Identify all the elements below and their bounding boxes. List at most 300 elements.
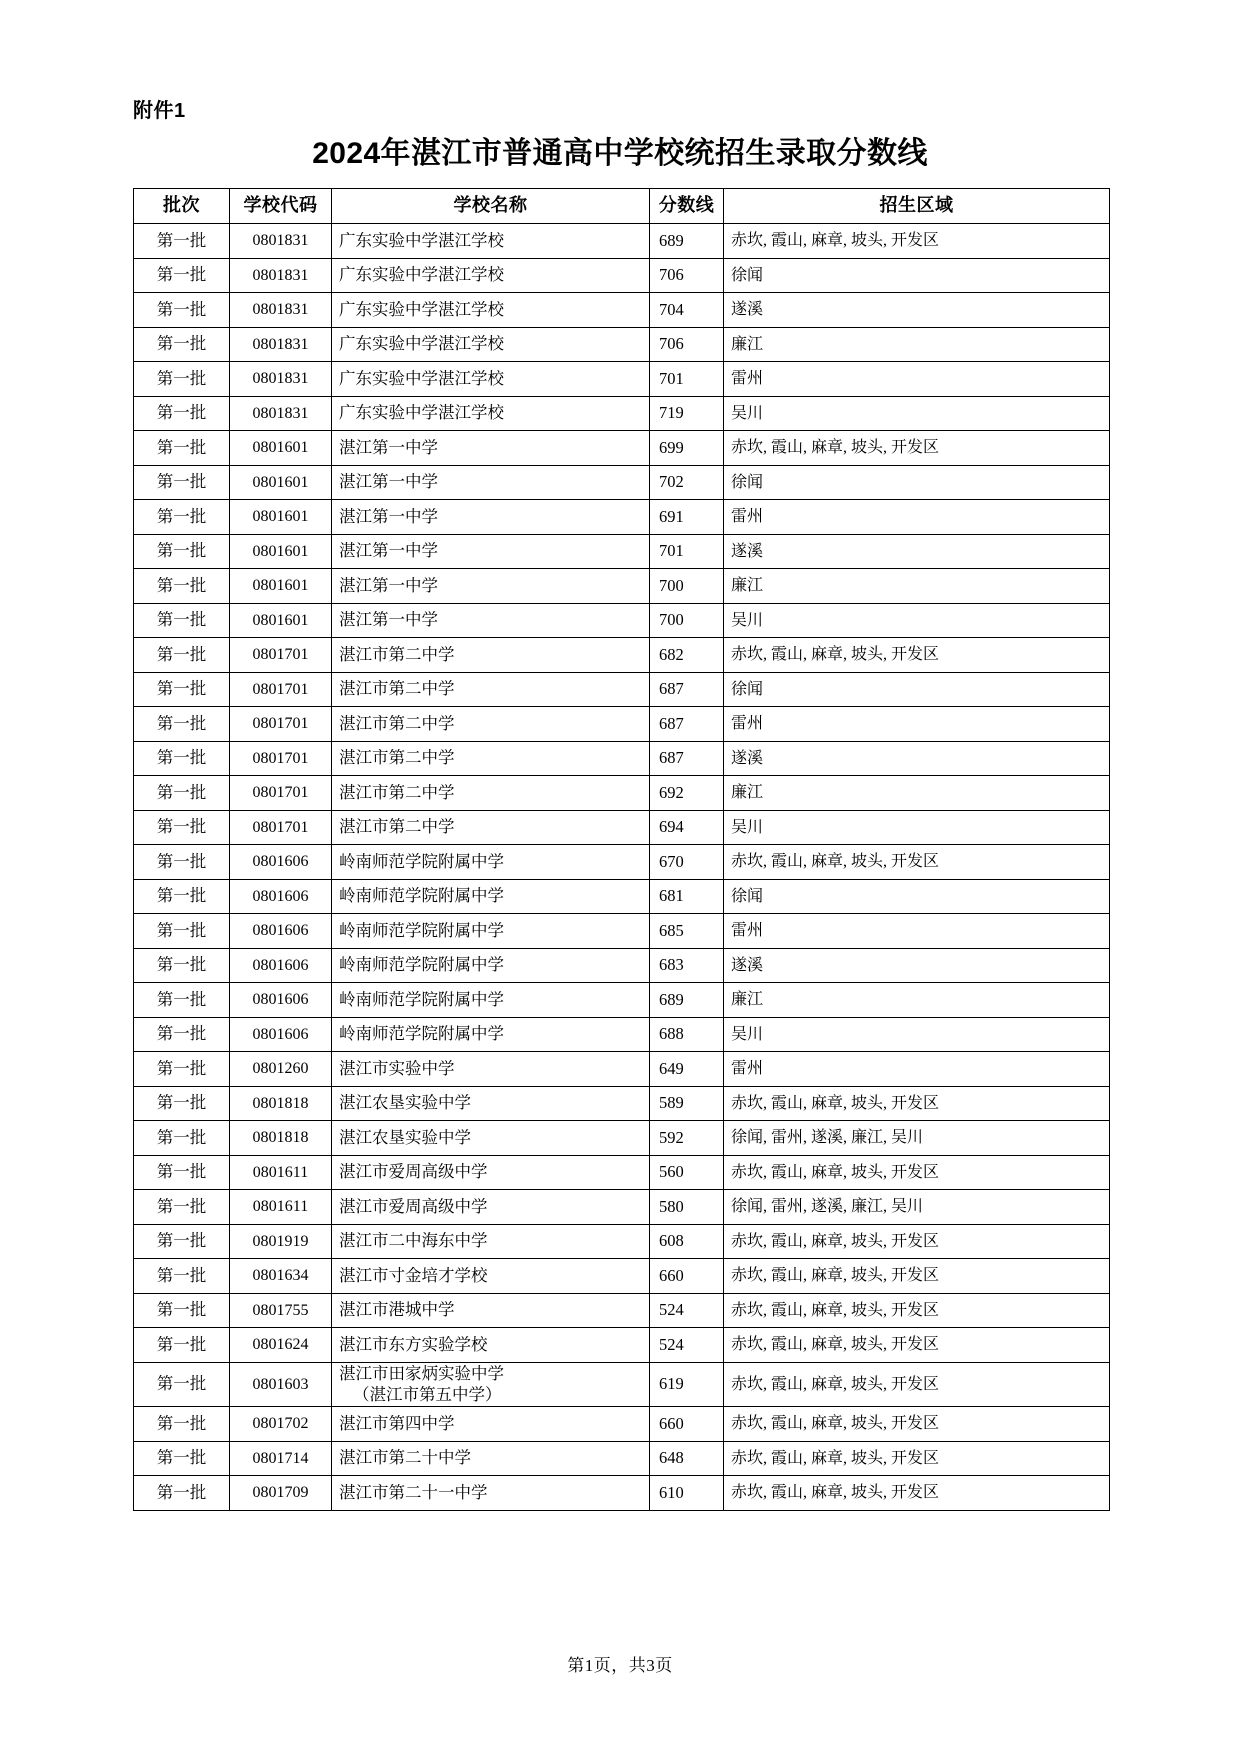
cell-school-name-text: 湛江市第二中学 <box>339 644 455 664</box>
cell-school-code-text: 0801755 <box>252 1301 309 1319</box>
cell-score <box>650 569 724 604</box>
cell-score <box>650 327 724 362</box>
cell-school-code-text: 0801818 <box>252 1129 309 1147</box>
cell-school-name-text: 湛江农垦实验中学 <box>339 1093 471 1113</box>
cell-region-text: 赤坎, 霞山, 麻章, 坡头, 开发区 <box>731 1301 940 1319</box>
cell-batch <box>134 1476 230 1511</box>
cell-region-text: 赤坎, 霞山, 麻章, 坡头, 开发区 <box>731 1267 940 1285</box>
cell-school-code-text: 0801831 <box>252 335 309 353</box>
cell-batch-text: 第一批 <box>156 575 207 595</box>
cell-school-code-text: 0801831 <box>252 266 309 284</box>
table-row <box>134 1121 1110 1156</box>
cell-batch-text: 第一批 <box>156 1196 207 1216</box>
cell-score-text: 649 <box>659 1058 684 1078</box>
cell-school-name-text: 湛江市爱周高级中学 <box>339 1162 488 1182</box>
cell-region <box>724 224 1110 259</box>
cell-batch-text: 第一批 <box>156 368 207 388</box>
cell-region <box>724 1155 1110 1190</box>
cell-school-code <box>230 1155 332 1190</box>
cell-region <box>724 810 1110 845</box>
cell-school-name <box>332 534 650 569</box>
cell-school-name-text: 岭南师范学院附属中学 <box>339 920 504 940</box>
cell-school-code-text: 0801831 <box>252 404 309 422</box>
cell-school-name-text: 广东实验中学湛江学校 <box>339 299 504 319</box>
cell-score <box>650 293 724 328</box>
cell-school-code <box>230 741 332 776</box>
cell-score-text: 682 <box>659 644 684 664</box>
cell-region <box>724 1441 1110 1476</box>
cell-score <box>650 1224 724 1259</box>
table-row <box>134 465 1110 500</box>
cell-batch-text: 第一批 <box>156 230 207 250</box>
cell-school-name <box>332 396 650 431</box>
cell-region <box>724 1407 1110 1442</box>
cell-score <box>650 810 724 845</box>
cell-school-code-text: 0801606 <box>252 956 309 974</box>
cell-school-name-text: 岭南师范学院附属中学 <box>339 955 504 975</box>
cell-score <box>650 362 724 397</box>
cell-score <box>650 1362 724 1407</box>
cell-region-text: 廉江 <box>731 577 764 595</box>
page-title: 2024年湛江市普通高中学校统招生录取分数线 <box>312 137 928 170</box>
cell-batch <box>134 569 230 604</box>
cell-score-text: 660 <box>659 1413 684 1433</box>
cell-region <box>724 948 1110 983</box>
table-row <box>134 1441 1110 1476</box>
cell-batch <box>134 1362 230 1407</box>
cell-score <box>650 465 724 500</box>
cell-school-code-text: 0801611 <box>252 1198 309 1216</box>
cell-batch <box>134 1052 230 1087</box>
cell-school-name-text: 湛江市第二中学 <box>339 748 455 768</box>
cell-score <box>650 1407 724 1442</box>
cell-batch <box>134 396 230 431</box>
table-row <box>134 707 1110 742</box>
cell-school-code <box>230 603 332 638</box>
cell-school-name <box>332 845 650 880</box>
cell-school-name-text: 湛江市寸金培才学校 <box>339 1265 488 1285</box>
cell-score-text: 524 <box>659 1334 684 1354</box>
cell-school-code-text: 0801601 <box>252 508 309 526</box>
table-row <box>134 1259 1110 1294</box>
cell-score-text: 687 <box>659 748 684 768</box>
cell-region <box>724 638 1110 673</box>
cell-school-code-text: 0801606 <box>252 887 309 905</box>
cell-school-code-text: 0801606 <box>252 1025 309 1043</box>
cell-school-code-text: 0801831 <box>252 301 309 319</box>
cell-batch <box>134 741 230 776</box>
cell-batch <box>134 638 230 673</box>
cell-batch <box>134 500 230 535</box>
cell-batch <box>134 1259 230 1294</box>
cell-score <box>650 603 724 638</box>
cell-school-name-text: 湛江第一中学 <box>339 575 438 595</box>
cell-batch-text: 第一批 <box>156 989 207 1009</box>
cell-batch <box>134 224 230 259</box>
cell-region-text: 雷州 <box>731 370 764 388</box>
cell-batch-text: 第一批 <box>156 851 207 871</box>
score-table-container <box>133 188 1109 1511</box>
cell-region <box>724 500 1110 535</box>
cell-region <box>724 327 1110 362</box>
cell-score <box>650 1441 724 1476</box>
cell-school-name <box>332 707 650 742</box>
cell-score-text: 589 <box>659 1093 684 1113</box>
cell-batch-text: 第一批 <box>156 1300 207 1320</box>
cell-school-name <box>332 1328 650 1363</box>
cell-score <box>650 431 724 466</box>
cell-school-code <box>230 914 332 949</box>
cell-batch <box>134 948 230 983</box>
cell-school-code <box>230 1121 332 1156</box>
cell-school-code <box>230 293 332 328</box>
cell-school-code <box>230 224 332 259</box>
cell-school-code-text: 0801606 <box>252 853 309 871</box>
cell-score-text: 700 <box>659 575 684 595</box>
cell-school-code-text: 0801624 <box>252 1336 309 1354</box>
cell-region-text: 廉江 <box>731 991 764 1009</box>
cell-batch <box>134 362 230 397</box>
cell-school-name <box>332 1190 650 1225</box>
cell-score-text: 580 <box>659 1196 684 1216</box>
cell-score <box>650 672 724 707</box>
cell-school-name <box>332 1407 650 1442</box>
cell-batch-text: 第一批 <box>156 265 207 285</box>
cell-school-code <box>230 362 332 397</box>
cell-batch-text: 第一批 <box>156 1482 207 1502</box>
cell-region <box>724 1017 1110 1052</box>
table-row <box>134 258 1110 293</box>
cell-school-name <box>332 327 650 362</box>
cell-school-code-text: 0801601 <box>252 473 309 491</box>
cell-batch <box>134 845 230 880</box>
table-row <box>134 327 1110 362</box>
table-row <box>134 1328 1110 1363</box>
cell-school-code-text: 0801702 <box>252 1415 309 1433</box>
cell-school-code <box>230 534 332 569</box>
cell-score <box>650 983 724 1018</box>
table-row <box>134 362 1110 397</box>
table-row <box>134 603 1110 638</box>
cell-batch <box>134 603 230 638</box>
cell-score-text: 592 <box>659 1127 684 1147</box>
cell-batch-text: 第一批 <box>156 299 207 319</box>
cell-region <box>724 1086 1110 1121</box>
cell-school-code <box>230 327 332 362</box>
cell-school-code <box>230 1293 332 1328</box>
cell-score <box>650 879 724 914</box>
cell-school-name <box>332 258 650 293</box>
cell-school-name-text: 湛江市第二中学 <box>339 782 455 802</box>
cell-school-name-text: 湛江市第二十中学 <box>339 1448 471 1468</box>
cell-batch <box>134 258 230 293</box>
cell-region-text: 吴川 <box>731 404 764 422</box>
cell-batch <box>134 1224 230 1259</box>
cell-region <box>724 707 1110 742</box>
cell-batch-text: 第一批 <box>156 506 207 526</box>
cell-batch-text: 第一批 <box>156 713 207 733</box>
table-row <box>134 983 1110 1018</box>
table-row <box>134 1293 1110 1328</box>
cell-batch <box>134 1441 230 1476</box>
cell-school-name-text: 岭南师范学院附属中学 <box>339 886 504 906</box>
cell-batch-text: 第一批 <box>156 1413 207 1433</box>
cell-region <box>724 1259 1110 1294</box>
table-row <box>134 293 1110 328</box>
cell-school-name <box>332 1476 650 1511</box>
cell-batch-text: 第一批 <box>156 1374 207 1394</box>
cell-region-text: 赤坎, 霞山, 麻章, 坡头, 开发区 <box>731 1415 940 1433</box>
cell-school-code-text: 0801831 <box>252 232 309 250</box>
cell-region <box>724 1052 1110 1087</box>
cell-score-text: 687 <box>659 679 684 699</box>
cell-score <box>650 1052 724 1087</box>
cell-batch <box>134 431 230 466</box>
cell-score <box>650 1476 724 1511</box>
table-body <box>134 224 1110 1511</box>
cell-region-text: 赤坎, 霞山, 麻章, 坡头, 开发区 <box>731 1336 940 1354</box>
cell-score <box>650 776 724 811</box>
cell-school-name-text: 湛江市第四中学 <box>339 1413 455 1433</box>
cell-score <box>650 845 724 880</box>
cell-region <box>724 1476 1110 1511</box>
cell-school-code <box>230 707 332 742</box>
table-row <box>134 810 1110 845</box>
cell-region <box>724 776 1110 811</box>
cell-school-name-text: 湛江市港城中学 <box>339 1300 455 1320</box>
cell-region <box>724 914 1110 949</box>
table-row <box>134 534 1110 569</box>
cell-batch-text: 第一批 <box>156 748 207 768</box>
cell-score <box>650 914 724 949</box>
cell-region <box>724 672 1110 707</box>
cell-region-text: 徐闻 <box>731 680 764 698</box>
cell-school-name-text: 湛江第一中学 <box>339 506 438 526</box>
cell-school-code <box>230 1407 332 1442</box>
cell-school-name <box>332 1224 650 1259</box>
cell-school-name-text: 湛江市实验中学 <box>339 1058 455 1078</box>
table-row <box>134 1017 1110 1052</box>
cell-region <box>724 1224 1110 1259</box>
cell-school-code-text: 0801601 <box>252 542 309 560</box>
cell-score-text: 683 <box>659 955 684 975</box>
cell-batch-text: 第一批 <box>156 817 207 837</box>
cell-school-name-text: 湛江市二中海东中学 <box>339 1231 488 1251</box>
cell-school-name <box>332 1293 650 1328</box>
cell-school-code-text: 0801260 <box>252 1060 309 1078</box>
cell-region-text: 遂溪 <box>731 749 764 767</box>
cell-school-name <box>332 1121 650 1156</box>
cell-school-code-text: 0801634 <box>252 1267 309 1285</box>
cell-school-code <box>230 1224 332 1259</box>
school-name-line-2: （湛江市第五中学） <box>353 1385 502 1405</box>
cell-batch <box>134 327 230 362</box>
cell-batch-text: 第一批 <box>156 334 207 354</box>
cell-school-code-text: 0801701 <box>252 784 309 802</box>
cell-region <box>724 1328 1110 1363</box>
attachment-label: 附件1 <box>133 100 186 122</box>
cell-score-text: 704 <box>659 299 684 319</box>
cell-score-text: 700 <box>659 610 684 630</box>
cell-school-code <box>230 1362 332 1407</box>
cell-school-name <box>332 741 650 776</box>
cell-school-code <box>230 638 332 673</box>
cell-school-name <box>332 672 650 707</box>
cell-score <box>650 258 724 293</box>
cell-school-name-text: 岭南师范学院附属中学 <box>339 989 504 1009</box>
cell-batch-text: 第一批 <box>156 610 207 630</box>
cell-region-text: 徐闻, 雷州, 遂溪, 廉江, 吴川 <box>731 1198 924 1216</box>
cell-batch <box>134 1086 230 1121</box>
cell-region <box>724 1293 1110 1328</box>
cell-score <box>650 1328 724 1363</box>
cell-score-text: 689 <box>659 230 684 250</box>
cell-school-code <box>230 1052 332 1087</box>
cell-school-code <box>230 431 332 466</box>
cell-score <box>650 1155 724 1190</box>
cell-batch-text: 第一批 <box>156 403 207 423</box>
cell-score <box>650 396 724 431</box>
cell-region <box>724 1362 1110 1407</box>
cell-score-text: 719 <box>659 403 684 423</box>
cell-school-code <box>230 845 332 880</box>
cell-school-code <box>230 983 332 1018</box>
cell-school-code-text: 0801818 <box>252 1094 309 1112</box>
table-row <box>134 845 1110 880</box>
cell-region-text: 徐闻 <box>731 887 764 905</box>
cell-school-name <box>332 603 650 638</box>
cell-school-name-text: 湛江市爱周高级中学 <box>339 1196 488 1216</box>
cell-school-code <box>230 1017 332 1052</box>
cell-batch-text: 第一批 <box>156 1024 207 1044</box>
cell-region-text: 赤坎, 霞山, 麻章, 坡头, 开发区 <box>731 1163 940 1181</box>
cell-score-text: 660 <box>659 1265 684 1285</box>
cell-batch <box>134 914 230 949</box>
cell-school-code <box>230 810 332 845</box>
cell-batch <box>134 707 230 742</box>
cell-batch <box>134 534 230 569</box>
cell-batch-text: 第一批 <box>156 679 207 699</box>
cell-batch <box>134 1190 230 1225</box>
cell-school-code-text: 0801606 <box>252 922 309 940</box>
cell-school-code <box>230 258 332 293</box>
cell-region-text: 吴川 <box>731 818 764 836</box>
cell-school-code <box>230 1328 332 1363</box>
cell-region-text: 廉江 <box>731 335 764 353</box>
cell-batch <box>134 1293 230 1328</box>
table-row <box>134 948 1110 983</box>
column-header-batch: 批次 <box>134 189 230 224</box>
cell-score <box>650 1190 724 1225</box>
cell-school-name-text: 岭南师范学院附属中学 <box>339 1024 504 1044</box>
cell-batch <box>134 465 230 500</box>
cell-score <box>650 1086 724 1121</box>
cell-score-text: 670 <box>659 851 684 871</box>
cell-region-text: 赤坎, 霞山, 麻章, 坡头, 开发区 <box>731 1449 940 1467</box>
cell-region-text: 遂溪 <box>731 542 764 560</box>
cell-school-name <box>332 810 650 845</box>
cell-score-text: 701 <box>659 541 684 561</box>
column-header-region: 招生区域 <box>724 189 1110 224</box>
column-header-score: 分数线 <box>650 189 724 224</box>
table-row <box>134 396 1110 431</box>
table-row <box>134 638 1110 673</box>
cell-score <box>650 1121 724 1156</box>
cell-batch-text: 第一批 <box>156 472 207 492</box>
cell-school-name <box>332 879 650 914</box>
cell-region-text: 雷州 <box>731 922 764 940</box>
cell-school-code <box>230 1259 332 1294</box>
cell-batch <box>134 672 230 707</box>
cell-region-text: 赤坎, 霞山, 麻章, 坡头, 开发区 <box>731 1375 940 1393</box>
cell-region-text: 雷州 <box>731 1060 764 1078</box>
cell-region-text: 吴川 <box>731 611 764 629</box>
cell-school-name-text: 湛江市第二中学 <box>339 713 455 733</box>
cell-school-code <box>230 569 332 604</box>
cell-region-text: 徐闻 <box>731 473 764 491</box>
cell-school-name <box>332 1017 650 1052</box>
cell-school-name <box>332 1155 650 1190</box>
cell-batch-text: 第一批 <box>156 782 207 802</box>
cell-batch <box>134 810 230 845</box>
cell-batch-text: 第一批 <box>156 1162 207 1182</box>
cell-batch-text: 第一批 <box>156 541 207 561</box>
cell-region-text: 遂溪 <box>731 956 764 974</box>
cell-score-text: 619 <box>659 1374 684 1394</box>
cell-batch-text: 第一批 <box>156 955 207 975</box>
table-row <box>134 741 1110 776</box>
cell-school-code <box>230 879 332 914</box>
cell-batch-text: 第一批 <box>156 1231 207 1251</box>
cell-region-text: 赤坎, 霞山, 麻章, 坡头, 开发区 <box>731 1232 940 1250</box>
cell-school-name <box>332 1362 650 1407</box>
cell-batch-text: 第一批 <box>156 437 207 457</box>
cell-region <box>724 879 1110 914</box>
cell-region <box>724 983 1110 1018</box>
cell-score-text: 706 <box>659 265 684 285</box>
cell-school-code-text: 0801701 <box>252 749 309 767</box>
table-row <box>134 1052 1110 1087</box>
cell-school-name <box>332 1259 650 1294</box>
cell-school-name <box>332 638 650 673</box>
cell-score <box>650 500 724 535</box>
cell-school-code-text: 0801714 <box>252 1449 309 1467</box>
cell-school-name-text: 广东实验中学湛江学校 <box>339 230 504 250</box>
cell-school-name <box>332 914 650 949</box>
cell-school-code <box>230 1190 332 1225</box>
cell-school-name-text: 广东实验中学湛江学校 <box>339 403 504 423</box>
school-name-line-1: 湛江市田家炳实验中学 <box>339 1363 504 1383</box>
cell-score-text: 689 <box>659 989 684 1009</box>
cell-school-name <box>332 293 650 328</box>
cell-region-text: 廉江 <box>731 784 764 802</box>
cell-batch-text: 第一批 <box>156 1448 207 1468</box>
cell-batch <box>134 1328 230 1363</box>
cell-school-code <box>230 500 332 535</box>
cell-school-code <box>230 672 332 707</box>
cell-school-code-text: 0801831 <box>252 370 309 388</box>
cell-school-name <box>332 362 650 397</box>
cell-school-name-text: 湛江市第二中学 <box>339 679 455 699</box>
cell-score-text: 688 <box>659 1024 684 1044</box>
table-header <box>134 189 1110 224</box>
cell-region-text: 赤坎, 霞山, 麻章, 坡头, 开发区 <box>731 853 940 871</box>
cell-school-code-text: 0801601 <box>252 439 309 457</box>
cell-region <box>724 534 1110 569</box>
cell-school-name <box>332 1086 650 1121</box>
table-header-row <box>134 189 1110 224</box>
cell-score <box>650 1293 724 1328</box>
